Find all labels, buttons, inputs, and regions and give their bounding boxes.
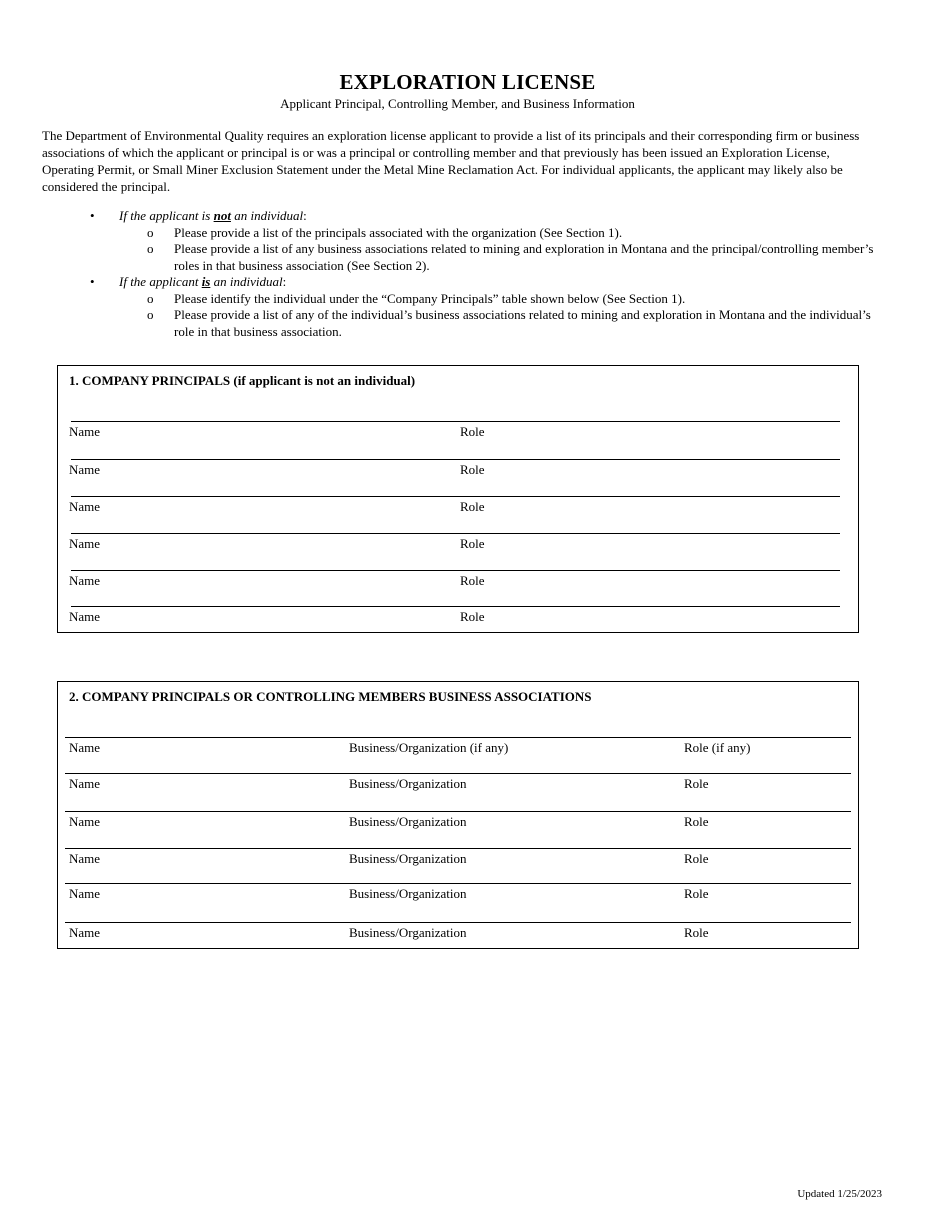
role-label: Role — [684, 925, 709, 940]
name-label: Name — [69, 609, 101, 624]
updated-date: Updated 1/25/2023 — [797, 1188, 882, 1200]
list-item — [42, 225, 877, 242]
circle-bullet-icon: o — [147, 307, 154, 322]
table-row[interactable] — [65, 922, 851, 940]
instruction-colon: : — [303, 208, 307, 223]
section-heading: 1. COMPANY PRINCIPALS (if applicant is not an individual) — [69, 373, 416, 388]
list-item — [42, 307, 877, 340]
section-heading: 2. COMPANY PRINCIPALS OR CONTROLLING MEMBERS BUSINESS ASSOCIATIONS — [69, 689, 592, 704]
page-subtitle: Applicant Principal, Controlling Member, and Business Information — [280, 96, 635, 111]
list-item-text: Please identify the individual under the “Company Principals” table shown below (See Section 1). — [174, 290, 686, 306]
organization-label: Business/Organization — [349, 851, 467, 866]
role-label: Role — [684, 776, 709, 791]
instruction-emphasis: is — [201, 274, 211, 289]
fill-in-line — [65, 737, 851, 738]
list-item — [42, 241, 877, 274]
bullet-icon: • — [90, 274, 95, 289]
fill-in-line — [65, 848, 851, 849]
table-row[interactable] — [71, 496, 840, 514]
list-item-text: Please provide a list of the principals associated with the organization (See Section 1). — [174, 224, 623, 240]
instruction-text: an individual — [230, 208, 304, 223]
fill-in-line — [71, 533, 840, 534]
organization-label: Business/Organization — [349, 886, 467, 901]
instruction-emphasis: not — [213, 208, 231, 223]
instruction-colon: : — [282, 274, 287, 289]
name-label: Name — [69, 925, 101, 940]
name-label: Name — [69, 776, 101, 791]
table-row[interactable] — [65, 883, 851, 901]
fill-in-line — [71, 570, 840, 571]
instruction-text: If the applicant is — [119, 208, 214, 223]
fill-in-line — [71, 496, 840, 497]
table-row[interactable] — [65, 773, 851, 791]
instruction-is-individual — [42, 274, 877, 291]
fill-in-line — [65, 811, 851, 812]
circle-bullet-icon: o — [147, 290, 154, 306]
fill-in-line — [65, 773, 851, 774]
fill-in-line — [71, 421, 840, 422]
role-label: Role (if any) — [684, 740, 751, 755]
role-label: Role — [460, 573, 485, 588]
name-label: Name — [69, 424, 101, 439]
section-business-associations — [57, 681, 859, 949]
name-label: Name — [69, 462, 101, 477]
role-label: Role — [460, 536, 485, 551]
list-item — [42, 291, 877, 308]
fill-in-line — [65, 922, 851, 923]
name-label: Name — [69, 573, 101, 588]
role-label: Role — [684, 886, 709, 901]
role-label: Role — [684, 851, 709, 866]
fill-in-line — [65, 883, 851, 884]
organization-label: Business/Organization — [349, 776, 467, 791]
fill-in-line — [71, 459, 840, 460]
role-label: Role — [684, 814, 709, 829]
table-row[interactable] — [65, 737, 851, 755]
name-label: Name — [69, 814, 101, 829]
instruction-text: If the applicant — [119, 274, 202, 289]
list-item-text: Please provide a list of any business associations related to mining and exploration in Montana and the principal/controlling member’s roles in that business association (See Section 2). — [174, 241, 874, 273]
role-label: Role — [460, 424, 485, 439]
table-row[interactable] — [71, 421, 840, 439]
fill-in-line — [71, 606, 840, 607]
section-company-principals — [57, 365, 859, 633]
role-label: Role — [460, 609, 485, 624]
role-label: Role — [460, 462, 485, 477]
intro-paragraph: The Department of Environmental Quality requires an exploration license applicant to provide a list of its principals and their corresponding firm or business associations of which the applicant or principal is or was a principal or controlling member and that previously has been issued an Exploration License, Operating Permit, or Small Miner Exclusion Statement under the Metal Mine Reclamation Act. For individual applicants, the applicant may likely also be considered the principal. — [42, 128, 860, 194]
page-title: EXPLORATION LICENSE — [339, 70, 596, 94]
circle-bullet-icon: o — [147, 241, 154, 256]
table-row[interactable] — [65, 848, 851, 866]
list-item-text: Please provide a list of any of the individual’s business associations related to mining and exploration in Montana and the individual’s role in that business association. — [174, 307, 871, 339]
instructions-list — [42, 208, 877, 340]
organization-label: Business/Organization — [349, 814, 467, 829]
table-row[interactable] — [71, 459, 840, 477]
table-row[interactable] — [65, 811, 851, 829]
name-label: Name — [69, 851, 101, 866]
bullet-icon: • — [90, 208, 95, 223]
table-row[interactable] — [71, 570, 840, 588]
name-label: Name — [69, 499, 101, 514]
instruction-text: an individual — [210, 274, 283, 289]
name-label: Name — [69, 886, 101, 901]
role-label: Role — [460, 499, 485, 514]
name-label: Name — [69, 536, 101, 551]
table-row[interactable] — [71, 606, 840, 624]
organization-label: Business/Organization — [349, 925, 467, 940]
circle-bullet-icon: o — [147, 224, 154, 240]
name-label: Name — [69, 740, 101, 755]
table-row[interactable] — [71, 533, 840, 551]
instruction-not-individual — [42, 208, 877, 225]
organization-label: Business/Organization (if any) — [349, 740, 509, 755]
